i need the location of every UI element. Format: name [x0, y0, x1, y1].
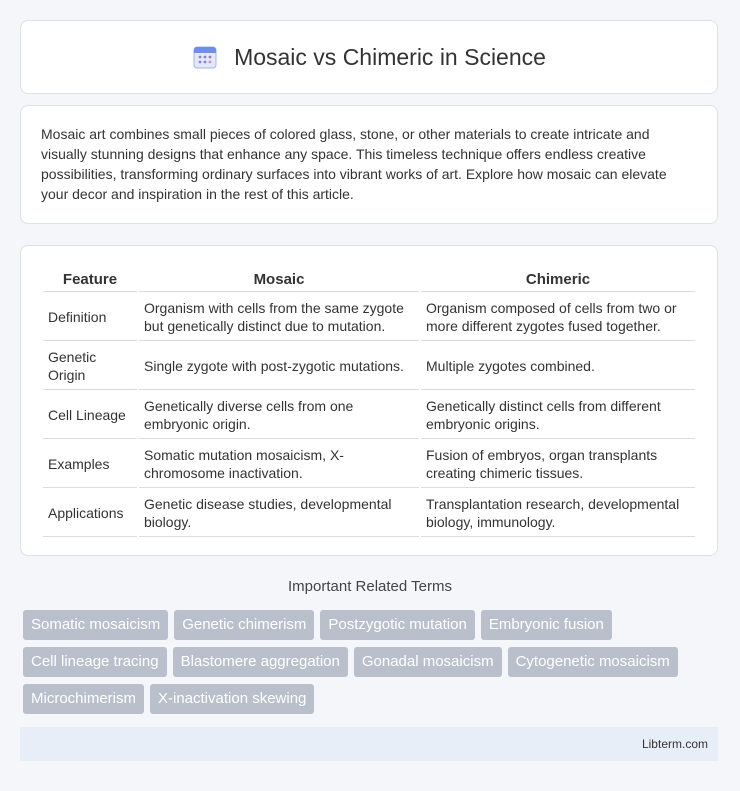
page-title: Mosaic vs Chimeric in Science	[234, 43, 546, 70]
title-wrap	[192, 44, 546, 71]
term-tag[interactable]: Microchimerism	[23, 684, 144, 714]
table-row	[43, 392, 695, 439]
calendar-grid-icon	[192, 44, 218, 70]
term-tag[interactable]: Gonadal mosaicism	[354, 647, 502, 677]
term-tag[interactable]: Genetic chimerism	[174, 610, 314, 640]
cell-feature: Definition	[43, 294, 137, 341]
cell-feature: Cell Lineage	[43, 392, 137, 439]
term-tag[interactable]: X-inactivation skewing	[150, 684, 314, 714]
header-card	[20, 20, 718, 94]
cell-feature: Examples	[43, 441, 137, 488]
table-row	[43, 294, 695, 341]
header-feature: Feature	[43, 268, 137, 292]
intro-text: Mosaic art combines small pieces of colored glass, stone, or other materials to create intricate and visually stunning designs that enhance any space. This timeless technique offers endless creative possibilities, transforming ordinary surfaces into vibrant works of art. Explore how mosaic can elevate your decor and inspiration in the rest of this article.	[41, 126, 667, 202]
cell-chimeric: Transplantation research, developmental biology, immunology.	[421, 490, 695, 537]
term-tag[interactable]: Cytogenetic mosaicism	[508, 647, 678, 677]
table-card	[20, 245, 718, 556]
cell-feature: Genetic Origin	[43, 343, 137, 390]
term-tag[interactable]: Postzygotic mutation	[320, 610, 474, 640]
table-row	[43, 441, 695, 488]
cell-mosaic: Genetic disease studies, developmental biology.	[139, 490, 419, 537]
term-tag[interactable]: Somatic mosaicism	[23, 610, 168, 640]
related-terms-list	[23, 610, 723, 714]
cell-mosaic: Single zygote with post-zygotic mutations.	[139, 343, 419, 390]
footer	[20, 727, 718, 761]
cell-chimeric: Multiple zygotes combined.	[421, 343, 695, 390]
cell-chimeric: Genetically distinct cells from different embryonic origins.	[421, 392, 695, 439]
term-tag[interactable]: Blastomere aggregation	[173, 647, 348, 677]
cell-mosaic: Organism with cells from the same zygote but genetically distinct due to mutation.	[139, 294, 419, 341]
header-chimeric: Chimeric	[421, 268, 695, 292]
footer-site-link[interactable]: Libterm.com	[641, 737, 708, 751]
table-header-row	[43, 268, 695, 292]
comparison-table	[41, 266, 697, 539]
cell-chimeric: Organism composed of cells from two or more different zygotes fused together.	[421, 294, 695, 341]
intro-card	[20, 105, 718, 224]
term-tag[interactable]: Embryonic fusion	[481, 610, 612, 640]
cell-mosaic: Somatic mutation mosaicism, X-chromosome inactivation.	[139, 441, 419, 488]
table-row	[43, 343, 695, 390]
header-mosaic: Mosaic	[139, 268, 419, 292]
table-row	[43, 490, 695, 537]
cell-chimeric: Fusion of embryos, organ transplants creating chimeric tissues.	[421, 441, 695, 488]
related-terms-title: Important Related Terms	[288, 578, 452, 595]
term-tag[interactable]: Cell lineage tracing	[23, 647, 167, 677]
cell-feature: Applications	[43, 490, 137, 537]
cell-mosaic: Genetically diverse cells from one embryonic origin.	[139, 392, 419, 439]
